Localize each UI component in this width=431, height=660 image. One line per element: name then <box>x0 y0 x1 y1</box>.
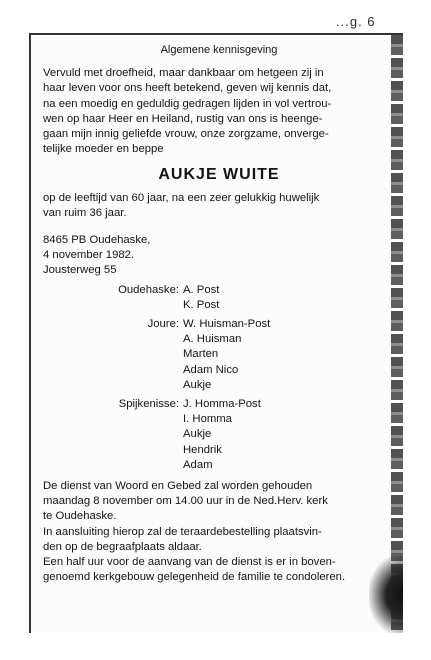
family-group <box>43 397 395 473</box>
family-place: Joure: <box>147 318 179 331</box>
family-place: Spijkenisse: <box>118 398 179 411</box>
address-block <box>43 233 395 279</box>
address-line: 8465 PB Oudehaske, <box>43 234 151 247</box>
notice-content <box>43 43 395 586</box>
obituary-notice <box>29 33 403 633</box>
announcement-line: telijke moeder en beppe <box>43 143 164 156</box>
age-line: van ruim 36 jaar. <box>43 206 127 219</box>
address-line: 4 november 1982. <box>43 249 135 262</box>
family-member: A. Post <box>183 283 220 296</box>
announcement-paragraph <box>43 66 395 157</box>
announcement-line: Vervuld met droefheid, maar dankbaar om hetgeen zij in <box>43 67 324 80</box>
age-line: op de leeftijd van 60 jaar, na een zeer gelukkig huwelijk <box>43 191 320 204</box>
family-place: Oudehaske: <box>118 283 179 296</box>
family-member: Aukje <box>183 378 212 391</box>
family-member: J. Homma-Post <box>183 398 261 411</box>
service-line: den op de begraafplaats aldaar. <box>43 540 202 553</box>
service-line: genoemd kerkgebouw gelegenheid de familie te condoleren. <box>43 571 346 584</box>
family-members <box>183 397 261 473</box>
deceased-name: AUKJE WUITE <box>158 166 280 184</box>
service-line: te Oudehaske. <box>43 510 117 523</box>
family-members <box>183 283 219 313</box>
family-member: Aukje <box>183 428 212 441</box>
family-member: A. Huisman <box>183 333 242 346</box>
service-line: De dienst van Woord en Gebed zal worden gehouden <box>43 480 313 493</box>
family-member: I. Homma <box>183 413 232 426</box>
service-line: In aansluiting hierop zal de teraardebestelling plaatsvin- <box>43 525 322 538</box>
age-paragraph <box>43 191 395 221</box>
announcement-line: gaan mijn innig geliefde vrouw, onze zorgzame, onverge- <box>43 128 329 141</box>
family-member: Hendrik <box>183 443 222 456</box>
service-paragraph <box>43 479 395 585</box>
announcement-line: wen op haar Heer en Heiland, rustig van ons is heenge- <box>43 112 323 125</box>
family-group <box>43 283 395 313</box>
service-line: maandag 8 november om 14.00 uur in de Ned.Herv. kerk <box>43 495 328 508</box>
family-member: K. Post <box>183 298 220 311</box>
notice-heading: Algemene kennisgeving <box>160 44 278 56</box>
family-member: Adam Nico <box>183 363 239 376</box>
family-members <box>183 317 270 393</box>
family-group <box>43 317 395 393</box>
family-member: W. Huisman-Post <box>183 318 271 331</box>
announcement-line: haar leven voor ons heeft betekend, geven wij kennis dat, <box>43 82 332 95</box>
announcement-line: na een moedig en geduldig gedragen lijden in vol vertrou- <box>43 97 332 110</box>
family-member: Marten <box>183 348 219 361</box>
service-line: Een half uur voor de aanvang van de dienst is er in boven- <box>43 556 336 569</box>
address-line: Jousterweg 55 <box>43 264 117 277</box>
page-number-mark: ...g. 6 <box>336 14 376 29</box>
family-list <box>43 283 395 473</box>
family-member: Adam <box>183 458 213 471</box>
